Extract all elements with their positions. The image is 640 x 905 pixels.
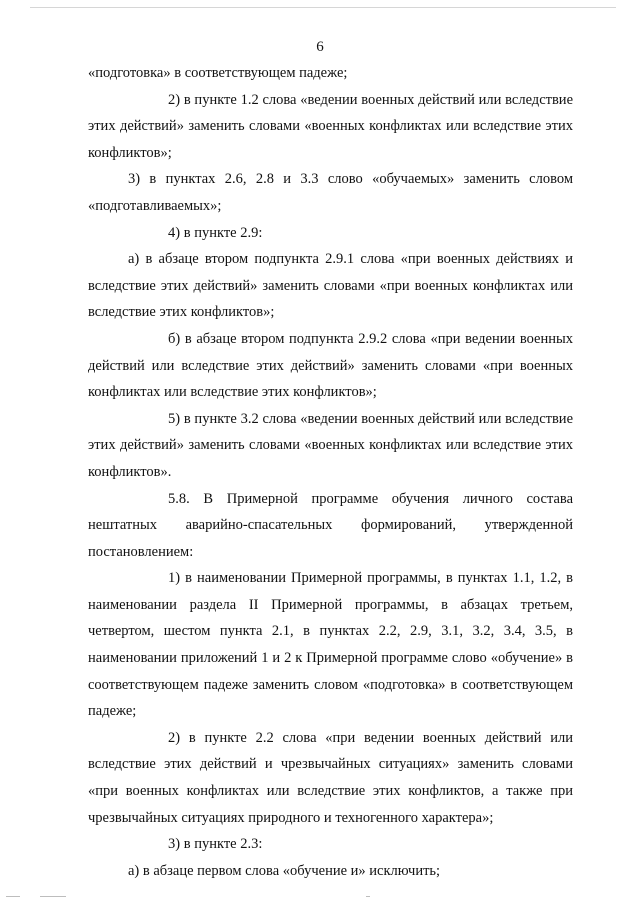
paragraph-text: 3) в пунктах 2.6, 2.8 и 3.3 слово «обучаемых» заменить словом «подготавливаемых»; — [88, 171, 573, 214]
paragraph — [88, 220, 573, 247]
paragraph-text: В Примерной программе обучения личного состава нештатных аварийно-спасательных формирований, утвержденной постановлением: — [88, 490, 573, 560]
paragraph — [88, 87, 573, 167]
item-number: б) — [168, 330, 181, 347]
scan-mark — [366, 896, 370, 897]
page-number: 6 — [316, 39, 324, 55]
paragraph — [88, 406, 573, 486]
paragraph-text: а) в абзаце втором подпункта 2.9.1 слова «при военных действиях и вследствие этих действий» заменить словами «при военных конфликтах или вследствие этих конфликтов»; — [88, 251, 573, 321]
item-number: 1) — [168, 570, 181, 587]
paragraph-text: в пункте 2.2 слова «при ведении военных действий или вследствие этих действий и чрезвычайных ситуациях» заменить словами «при военных конфликтах или вследствие этих конфликтов, а также при чрезвычайных ситуациях природного и техногенного характера»; — [88, 729, 574, 826]
paragraph — [88, 326, 573, 406]
item-number: 2) — [168, 91, 181, 108]
paragraph-text: в абзаце втором подпункта 2.9.2 слова «при ведении военных действий или вследствие этих действий» заменить словами «при военных конфликтах или вследствие этих конфликтов»; — [88, 330, 573, 401]
scan-mark — [6, 896, 20, 897]
paragraph — [88, 858, 573, 885]
scan-mark — [40, 896, 66, 897]
paragraph-text: в пункте 1.2 слова «ведении военных действий или вследствие этих действий» заменить словами «военных конфликтах или вследствие этих конфликтов»; — [88, 91, 574, 161]
scan-footer-marks — [0, 894, 640, 900]
paragraph — [88, 831, 573, 858]
paragraph — [88, 246, 573, 326]
paragraph — [88, 725, 573, 831]
paragraph-text: «подготовка» в соответствующем падеже; — [88, 65, 348, 81]
paragraph-text: в пункте 2.3: — [183, 836, 263, 853]
paragraph — [88, 486, 573, 566]
paragraph — [88, 565, 573, 725]
paragraph-text: в пункте 2.9: — [183, 224, 263, 241]
paragraph — [88, 60, 573, 87]
document-body — [88, 60, 573, 884]
item-number: 5) — [168, 410, 181, 427]
item-number: 5.8. — [168, 490, 190, 507]
item-number: 3) — [168, 836, 181, 853]
paragraph-text: в пункте 3.2 слова «ведении военных действий или вследствие этих действий» заменить словами «военных конфликтах или вследствие этих конфликтов». — [88, 410, 574, 480]
paragraph-text: в наименовании Примерной программы, в пунктах 1.1, 1.2, в наименовании раздела II Примерной программы, в абзацах третьем, четвертом, шестом пункта 2.1, в пунктах 2.2, 2.9, 3.1, 3.2, 3.4, 3.5, в наименовании приложений 1 и 2 к Примерной программе слово «обучение» в соответствующем падеже заменить словом «подготовка» в соответствующем падеже; — [88, 570, 573, 720]
paragraph — [88, 166, 573, 219]
item-number: 4) — [168, 224, 181, 241]
item-number: 2) — [168, 729, 181, 746]
paragraph-text: а) в абзаце первом слова «обучение и» исключить; — [128, 862, 441, 879]
scan-edge-line — [30, 7, 616, 8]
